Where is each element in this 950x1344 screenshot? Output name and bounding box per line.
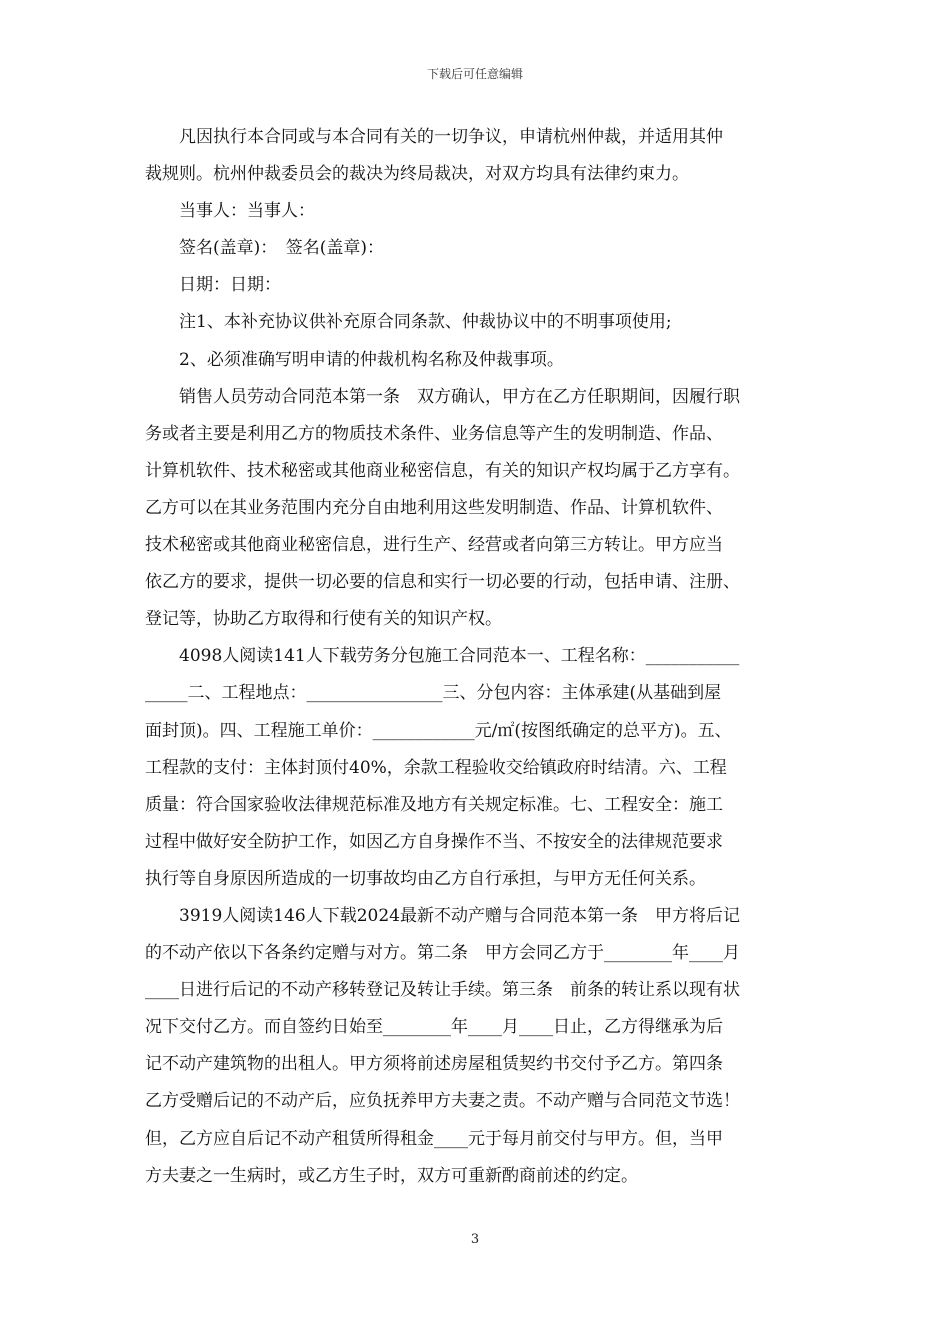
text-line: 执行等自身原因所造成的一切事故均由乙方自行承担，与甲方无任何关系。 [145, 868, 706, 889]
page-header-note: 下载后可任意编辑 [426, 67, 523, 81]
text-line: 质量：符合国家验收法律规范标准及地方有关规定标准。七、工程安全：施工 [145, 794, 723, 815]
text-line: 签名(盖章)： 签名(盖章)： [145, 238, 385, 259]
text-line: 登记等，协助乙方取得和行使有关的知识产权。 [145, 609, 502, 630]
text-line: 技术秘密或其他商业秘密信息，进行生产、经营或者向第三方转让。甲方应当 [145, 535, 723, 556]
text-line: 计算机软件、技术秘密或其他商业秘密信息，有关的知识产权均属于乙方享有。 [145, 460, 740, 481]
text-line: 当事人：当事人： [145, 201, 315, 222]
text-line: 方夫妻之一生病时，或乙方生子时，双方可重新酌商前述的约定。 [145, 1165, 638, 1186]
text-line: 过程中做好安全防护工作，如因乙方自身操作不当、不按安全的法律规范要求 [145, 831, 723, 852]
text-line: 面封顶)。四、工程施工单价：____________元/㎡(按图纸确定的总平方)。五、 [145, 720, 732, 741]
text-line: 乙方受赠后记的不动产后，应负抚养甲方夫妻之责。不动产赠与合同范文节选！ [145, 1091, 740, 1112]
body-text [145, 119, 820, 1195]
text-line: 2、必须准确写明申请的仲裁机构名称及仲裁事项。 [145, 349, 564, 370]
text-line: 记不动产建筑物的出租人。甲方须将前述房屋租赁契约书交付予乙方。第四条 [145, 1054, 723, 1075]
text-line: _____二、工程地点：________________三、分包内容：主体承建(从基础到屋 [145, 683, 722, 704]
text-line: 乙方可以在其业务范围内充分自由地利用这些发明制造、作品、计算机软件、 [145, 497, 723, 518]
text-line: ____日进行后记的不动产移转登记及转让手续。第三条 前条的转让系以现有状 [145, 980, 740, 1001]
text-line: 4098人阅读141人下载劳务分包施工合同范本一、工程名称：___________ [145, 646, 740, 667]
text-line: 日期：日期： [145, 275, 281, 296]
text-line: 凡因执行本合同或与本合同有关的一切争议，申请杭州仲裁，并适用其仲 [145, 127, 723, 147]
page-number: 3 [470, 1232, 480, 1247]
text-line: 依乙方的要求，提供一切必要的信息和实行一切必要的行动，包括申请、注册、 [145, 572, 740, 593]
text-line: 的不动产依以下各条约定赠与对方。第二条 甲方会同乙方于________年____月 [145, 943, 740, 964]
text-line: 工程款的支付：主体封顶付40%，余款工程验收交给镇政府时结清。六、工程 [145, 757, 727, 778]
text-line: 务或者主要是利用乙方的物质技术条件、业务信息等产生的发明制造、作品、 [145, 423, 723, 444]
text-line: 销售人员劳动合同范本第一条 双方确认，甲方在乙方任职期间，因履行职 [145, 386, 740, 407]
text-line: 注1、本补充协议供补充原合同条款、仲裁协议中的不明事项使用; [145, 312, 672, 333]
text-line: 3919人阅读146人下载2024最新不动产赠与合同范本第一条 甲方将后记 [145, 905, 740, 926]
text-line: 况下交付乙方。而自签约日始至________年____月____日止，乙方得继承为后 [145, 1017, 723, 1038]
text-line: 但，乙方应自后记不动产租赁所得租金____元于每月前交付与甲方。但，当甲 [145, 1128, 723, 1149]
text-line: 裁规则。杭州仲裁委员会的裁决为终局裁决，对双方均具有法律约束力。 [145, 164, 689, 185]
